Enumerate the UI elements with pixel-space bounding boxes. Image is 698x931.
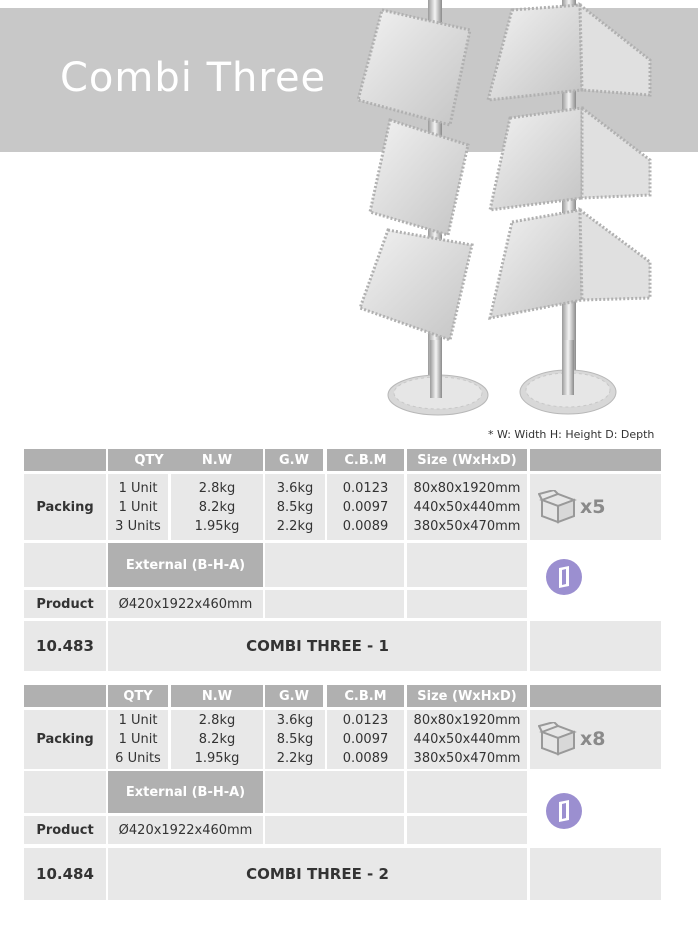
product-illustration: [350, 0, 670, 430]
page-title: Combi Three: [60, 55, 327, 101]
product-shape-icon: [546, 559, 582, 595]
header-nw: N.W: [171, 449, 263, 471]
header-cbm: C.B.M: [327, 449, 404, 471]
size-values: [407, 474, 527, 540]
nw-2: 8.2kg: [198, 499, 236, 515]
product-label: Product: [24, 590, 106, 618]
gw-3: 2.2kg: [276, 518, 314, 534]
product-name: COMBI THREE - 1: [108, 621, 527, 671]
size-3: 380x50x470mm: [413, 518, 521, 534]
qty-values: [108, 474, 168, 540]
qty-2: 1 Unit: [118, 732, 158, 747]
gw-3: 2.2kg: [276, 751, 314, 766]
header-blank: [530, 685, 661, 707]
box-cell: [530, 474, 661, 540]
blank-cell: [24, 771, 106, 813]
blank-cell: [407, 816, 527, 844]
gw-values: [265, 474, 325, 540]
size-values: [407, 710, 527, 769]
gw-values: [265, 710, 325, 769]
product-icon-cell: [530, 771, 661, 843]
box-icon: [538, 722, 578, 756]
header-blank: [24, 449, 106, 471]
nw-3: 1.95kg: [194, 751, 240, 766]
blank-cell: [265, 816, 404, 844]
qty-1: 1 Unit: [118, 480, 158, 496]
box-count-badge: [538, 722, 605, 756]
cbm-2: 0.0097: [342, 732, 389, 747]
nw-values: [171, 474, 263, 540]
nw-2: 8.2kg: [198, 732, 236, 747]
box-icon: [538, 490, 578, 524]
header-blank: [24, 685, 106, 707]
qty-1: 1 Unit: [118, 713, 158, 728]
product-code: 10.483: [24, 621, 106, 671]
header-blank: [530, 449, 661, 471]
qty-3: 6 Units: [115, 751, 161, 766]
cbm-1: 0.0123: [342, 713, 389, 728]
external-label: External (B-H-A): [108, 771, 263, 813]
blank-cell: [407, 543, 527, 587]
header-gw: G.W: [265, 449, 323, 471]
blank-cell: [530, 848, 661, 900]
box-count: x5: [580, 496, 606, 518]
blank-cell: [407, 771, 527, 813]
packing-label: Packing: [24, 474, 106, 540]
gw-1: 3.6kg: [276, 713, 314, 728]
gw-1: 3.6kg: [276, 480, 314, 496]
cbm-1: 0.0123: [342, 480, 389, 496]
product-name: COMBI THREE - 2: [108, 848, 527, 900]
product-label: Product: [24, 816, 106, 844]
dimension-note: * W: Width H: Height D: Depth: [488, 428, 655, 441]
header-nw: N.W: [171, 685, 263, 707]
nw-3: 1.95kg: [194, 518, 240, 534]
spec-table-2: [24, 685, 662, 905]
header-size: Size (WxHxD): [407, 685, 527, 707]
gw-2: 8.5kg: [276, 732, 314, 747]
box-cell: [530, 710, 661, 769]
product-shape-icon: [546, 793, 582, 829]
product-code: 10.484: [24, 848, 106, 900]
gw-2: 8.5kg: [276, 499, 314, 515]
product-dims: Ø420x1922x460mm: [108, 816, 263, 844]
header-qty: QTY: [108, 449, 190, 471]
header-size: Size (WxHxD): [407, 449, 527, 471]
box-count-badge: [538, 490, 605, 524]
qty-values: [108, 710, 168, 769]
cbm-3: 0.0089: [342, 518, 389, 534]
header-qty: QTY: [108, 685, 168, 707]
cbm-3: 0.0089: [342, 751, 389, 766]
qty-3: 3 Units: [115, 518, 161, 534]
product-icon-cell: [530, 543, 661, 615]
header-cbm: C.B.M: [327, 685, 404, 707]
header-gw: G.W: [265, 685, 323, 707]
blank-cell: [265, 771, 404, 813]
size-1: 80x80x1920mm: [413, 713, 521, 728]
cbm-values: [327, 474, 404, 540]
blank-cell: [265, 543, 404, 587]
spec-table-1: [24, 449, 662, 673]
blank-cell: [530, 621, 661, 671]
nw-values: [171, 710, 263, 769]
size-3: 380x50x470mm: [413, 751, 521, 766]
blank-cell: [24, 543, 106, 587]
cbm-values: [327, 710, 404, 769]
size-1: 80x80x1920mm: [413, 480, 521, 496]
external-label: External (B-H-A): [108, 543, 263, 587]
box-count: x8: [580, 728, 606, 750]
nw-1: 2.8kg: [198, 713, 236, 728]
qty-2: 1 Unit: [118, 499, 158, 515]
product-dims: Ø420x1922x460mm: [108, 590, 263, 618]
size-2: 440x50x440mm: [413, 732, 521, 747]
nw-1: 2.8kg: [198, 480, 236, 496]
packing-label: Packing: [24, 710, 106, 769]
cbm-2: 0.0097: [342, 499, 389, 515]
blank-cell: [265, 590, 404, 618]
blank-cell: [407, 590, 527, 618]
size-2: 440x50x440mm: [413, 499, 521, 515]
